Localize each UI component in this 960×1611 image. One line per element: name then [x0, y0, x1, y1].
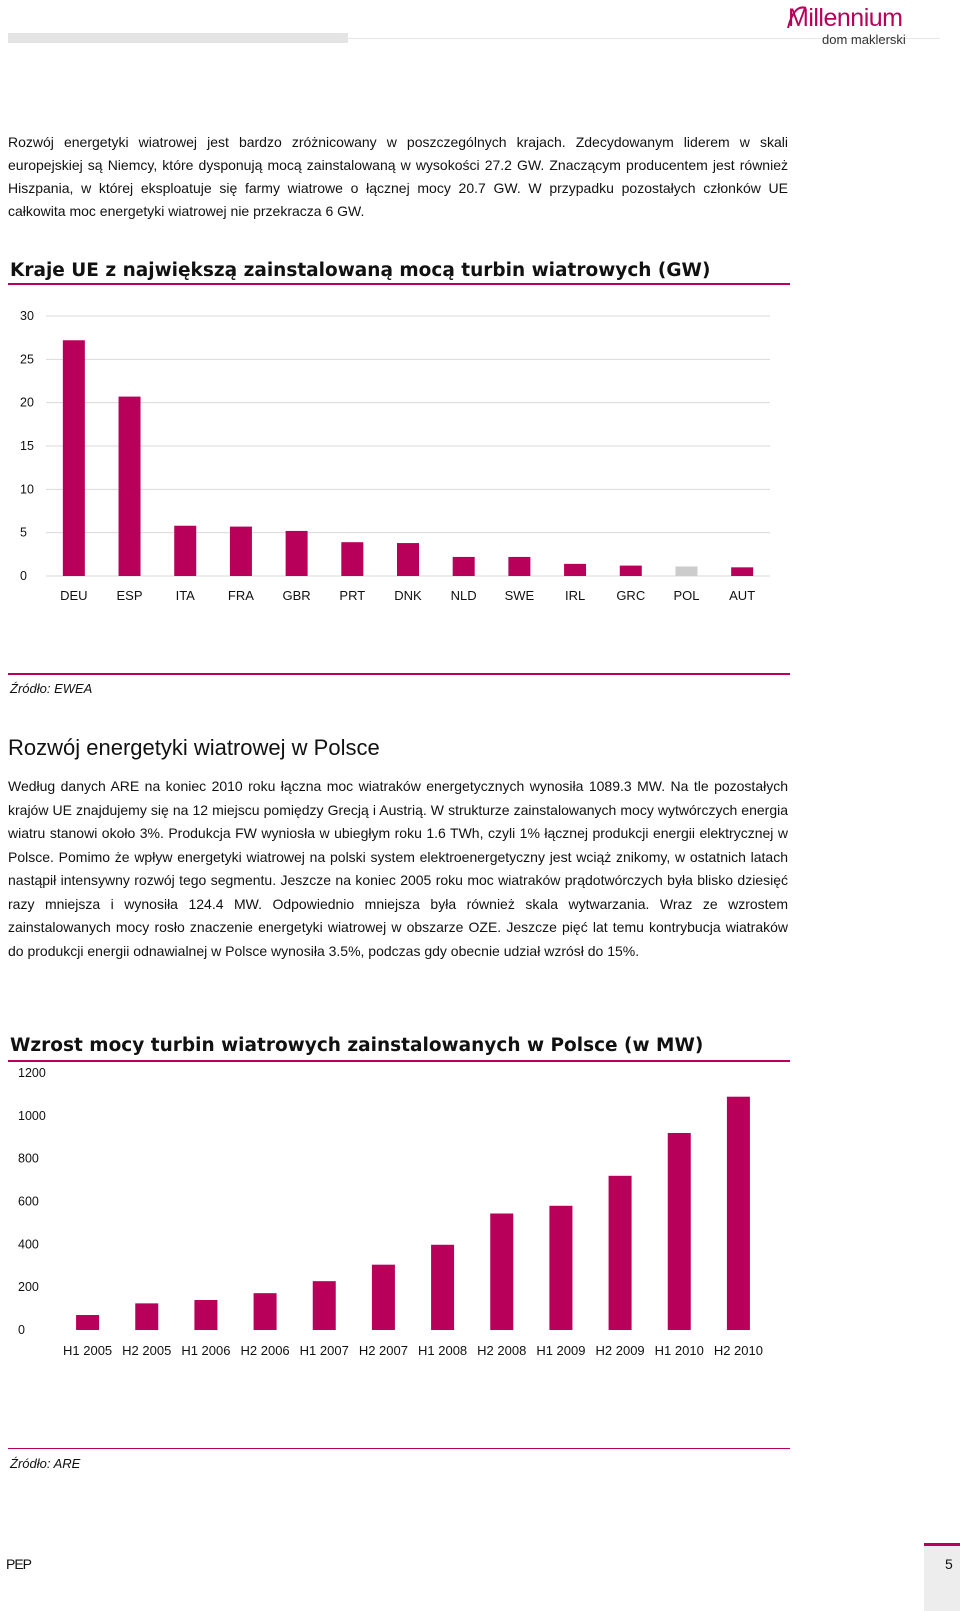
- chart1-x-tick-label: AUT: [729, 588, 756, 603]
- chart2-title: Wzrost mocy turbin wiatrowych zainstalowanych w Polsce (w MW): [10, 1035, 704, 1056]
- section-heading: Rozwój energetyki wiatrowej w Polsce: [8, 735, 380, 760]
- chart1-x-tick-label: POL: [673, 588, 700, 603]
- chart2-bar: [313, 1281, 336, 1330]
- chart2-x-tick-label: H2 2005: [122, 1343, 172, 1358]
- chart1-bar: [508, 557, 530, 576]
- chart2-bar: [549, 1206, 572, 1330]
- chart2-bar: [194, 1300, 217, 1330]
- page-number: 5: [945, 1556, 953, 1572]
- chart1-x-tick-label: SWE: [504, 588, 535, 603]
- chart1-x-tick-label: DEU: [60, 588, 88, 603]
- chart2-source-rule: [8, 1448, 790, 1449]
- chart2-bar: [431, 1245, 454, 1330]
- chart1-bar: [119, 397, 141, 576]
- chart2-x-tick-label: H1 2007: [299, 1343, 349, 1358]
- chart1-source: Źródło: EWEA: [10, 681, 93, 696]
- footer-page-box: [924, 1546, 960, 1611]
- chart1-bar: [564, 564, 586, 576]
- chart1-x-tick-label: PRT: [339, 588, 366, 603]
- logo-name: Millennium: [788, 4, 903, 32]
- chart2-x-tick-label: H2 2007: [358, 1343, 408, 1358]
- chart1-y-tick-label: 30: [20, 309, 34, 323]
- chart2-plot: [0, 1066, 800, 1400]
- chart1-source-rule: [8, 673, 790, 675]
- chart2-title-rule: [8, 1060, 790, 1062]
- chart1-x-tick-label: GRC: [616, 588, 646, 603]
- chart1-bar: [63, 340, 85, 576]
- logo-sub: dom maklerski: [822, 32, 906, 47]
- chart2-y-tick-label: 0: [18, 1323, 25, 1337]
- chart2-x-tick-label: H1 2006: [181, 1343, 231, 1358]
- chart1-bar: [620, 566, 642, 576]
- chart1-bar: [675, 566, 697, 576]
- chart1-y-tick-label: 10: [20, 482, 34, 497]
- millennium-logo: [788, 4, 938, 48]
- chart1-x-tick-label: ITA: [175, 588, 195, 603]
- chart2-y-tick-label: 1000: [18, 1108, 46, 1123]
- chart2-bar: [490, 1213, 513, 1330]
- chart2-bar: [372, 1265, 395, 1330]
- chart2-bar: [668, 1133, 691, 1330]
- header-bar: [8, 33, 348, 43]
- chart2-bar: [76, 1315, 99, 1330]
- chart1-x-tick-label: DNK: [394, 588, 422, 603]
- chart2-x-tick-label: H2 2010: [713, 1343, 763, 1358]
- chart1-y-tick-label: 5: [20, 525, 27, 540]
- chart2-y-tick-label: 400: [18, 1237, 39, 1252]
- chart2-y-tick-label: 200: [18, 1280, 39, 1295]
- chart1-bar: [453, 557, 475, 576]
- footer-page-rule: [924, 1543, 960, 1546]
- chart1-y-tick-label: 0: [20, 569, 27, 583]
- chart2-y-tick-label: 1200: [18, 1066, 46, 1080]
- chart1-x-tick-label: IRL: [564, 588, 586, 603]
- chart1-bar: [230, 527, 252, 576]
- chart1-title: Kraje UE z największą zainstalowaną mocą turbin wiatrowych (GW): [10, 260, 711, 281]
- chart2-bar: [135, 1303, 158, 1330]
- chart2-bar: [727, 1097, 750, 1330]
- chart2-bar: [254, 1293, 277, 1330]
- chart2-x-tick-label: H1 2005: [63, 1343, 113, 1358]
- chart1-y-tick-label: 20: [20, 395, 34, 410]
- chart2-x-tick-label: H2 2009: [595, 1343, 645, 1358]
- chart1-bar: [731, 567, 753, 576]
- chart2-y-tick-label: 600: [18, 1194, 39, 1209]
- chart1-bar: [286, 531, 308, 576]
- footer-label: PEP: [6, 1556, 32, 1572]
- chart1-x-tick-label: GBR: [282, 588, 311, 603]
- chart1-title-rule: [8, 283, 790, 285]
- intro-paragraph: Rozwój energetyki wiatrowej jest bardzo zróżnicowany w poszczególnych krajach. Zdecydowanym liderem w skali europejskiej są Niemcy, które dysponują mocą zainstalowaną w wysokości 27.2 GW. Znaczącym producentem jest również Hiszpania, w której eksploatuje się farmy wiatrowe o łącznej mocy 20.7 GW. W przypadku pozostałych członków UE całkowita moc energetyki wiatrowej nie przekracza 6 GW.: [8, 134, 788, 219]
- chart1-bar: [341, 542, 363, 576]
- chart1-bar: [174, 526, 196, 576]
- chart1-y-tick-label: 25: [20, 352, 34, 367]
- chart2-y-tick-label: 800: [18, 1151, 39, 1166]
- chart2-x-tick-label: H2 2006: [240, 1343, 290, 1358]
- chart2-x-tick-label: H1 2009: [536, 1343, 586, 1358]
- chart1-y-tick-label: 15: [20, 439, 34, 453]
- chart1-x-tick-label: NLD: [450, 588, 477, 603]
- chart2-x-tick-label: H1 2008: [418, 1343, 468, 1358]
- chart1-x-tick-label: FRA: [227, 588, 254, 603]
- chart1-bar: [397, 543, 419, 576]
- chart2-x-tick-label: H1 2010: [654, 1343, 704, 1358]
- chart2-source: Źródło: ARE: [10, 1456, 81, 1471]
- chart1-plot: [0, 300, 800, 630]
- chart1-x-tick-label: ESP: [116, 588, 143, 603]
- section-paragraph: Według danych ARE na koniec 2010 roku łączna moc wiatraków energetycznych wynosiła 1089.3 MW. Na tle pozostałych krajów UE znajdujemy się na 12 miejscu pomiędzy Grecją i Austrią. W strukturze zainstalowanych mocy wytwórczych energia wiatru stanowi około 3%. Produkcja FW wyniosła w ubiegłym roku 1.6 TWh, czyli 1% łącznej produkcji energii elektrycznej w Polsce. Pomimo że wpływ energetyki wiatrowej na polski system elektroenergetyczny jest wciąż znikomy, w ostatnich latach nastąpił intensywny rozwój tego segmentu. Jeszcze na koniec 2005 roku moc wiatraków prądotwórczych była blisko dziesięć razy mniejsza i wynosiła 124.4 MW. Odpowiednio mniejsza była również skala wytwarzania. Wraz ze wzrostem zainstalowanych mocy rosło znaczenie energetyki wiatrowej w obszarze OZE. Jeszcze pięć lat temu kontrybucja wiatraków do produkcji energii odnawialnej w Polsce wynosiła 3.5%, podczas gdy obecnie udział wzrósł do 15%.: [8, 778, 788, 959]
- chart2-bar: [609, 1176, 632, 1330]
- chart2-x-tick-label: H2 2008: [477, 1343, 527, 1358]
